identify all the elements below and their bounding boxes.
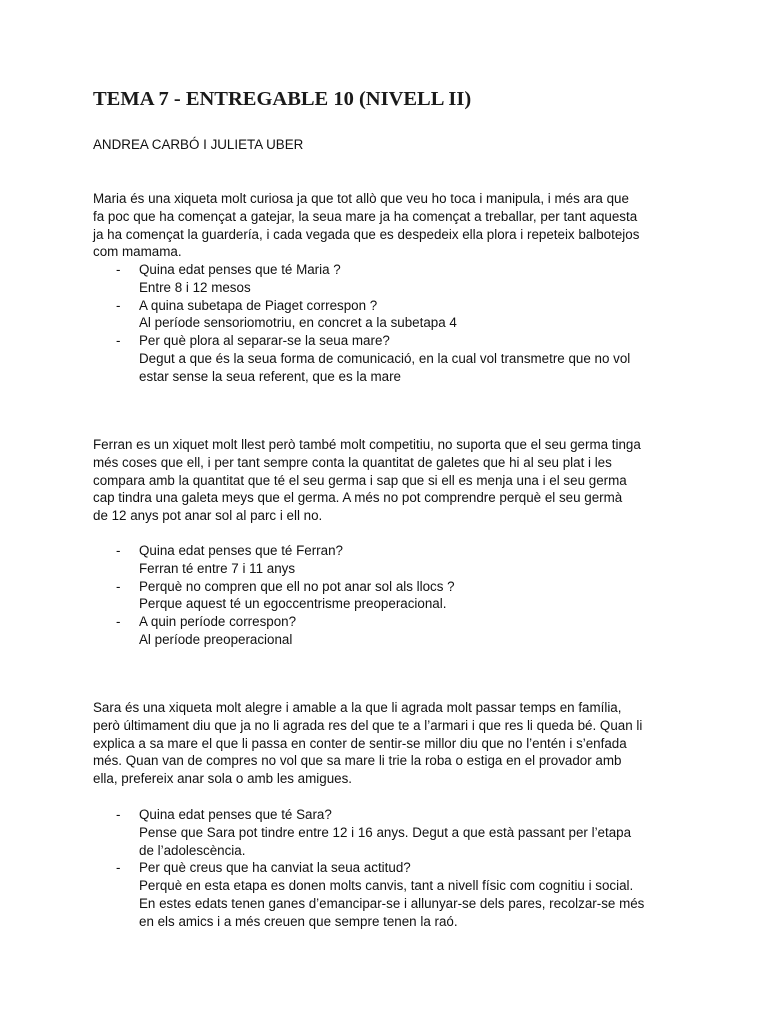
answer-text: Perquè en esta etapa es donen molts canvis, tant a nivell físic com cognitiu i social. (139, 878, 634, 894)
list-bullet: - (116, 578, 121, 594)
question-list-sara (93, 806, 693, 931)
paragraph-line: cap tindra una galeta meys que el germa. A més no pot comprendre perquè el seu germà (93, 490, 623, 506)
question-list-ferran (93, 542, 693, 649)
question-text: Per què plora al separar-se la seua mare? (139, 333, 390, 349)
question-text: Perquè no compren que ell no pot anar sol als llocs ? (139, 578, 455, 594)
answer-text: Perque aquest té un egoccentrisme preoperacional. (139, 596, 447, 612)
question-item (93, 578, 693, 614)
list-bullet: - (116, 297, 121, 313)
question-text: A quin període correspon? (139, 614, 297, 630)
answer-text: Ferran té entre 7 i 11 anys (139, 560, 296, 576)
question-text: Quina edat penses que té Sara? (139, 807, 332, 822)
paragraph-line: però últimament diu que ja no li agrada res del que te a l’armari i que res li queda bé. Quan li (93, 717, 643, 733)
list-bullet: - (116, 262, 121, 277)
paragraph-line: de 12 anys pot anar sol al parc i ell no. (93, 508, 323, 524)
paragraph-line: com mamama. (93, 244, 182, 260)
question-item (93, 806, 693, 859)
paragraph-line: compara amb la quantitat que té el seu germa i sap que si ell es menja una i el seu germa (93, 472, 627, 488)
paragraph-line: fa poc que ha començat a gatejar, la seua mare ja ha començat a treballar, per tant aquesta (93, 208, 638, 224)
question-item (93, 332, 693, 385)
list-bullet: - (116, 614, 121, 630)
question-text: A quina subetapa de Piaget correspon ? (139, 297, 378, 313)
paragraph-line: ella, prefereix anar sola o amb les amigues. (93, 771, 353, 787)
paragraph-line: més coses que ell, i per tant sempre conta la quantitat de galetes que hi al seu plat i les (93, 454, 612, 470)
question-text: Per què creus que ha canviat la seua actitud? (139, 860, 411, 876)
answer-text: de l’adolescència. (139, 842, 246, 858)
document-title: TEMA 7 - ENTREGABLE 10 (NIVELL II) (93, 88, 472, 110)
paragraph-line: explica a sa mare el que li passa en conter de sentir-se millor diu que no l’entén i s’enfada (93, 735, 627, 751)
list-bullet: - (116, 860, 121, 876)
paragraph-line: Ferran es un xiquet molt llest però també molt competitiu, no suporta que el seu germa tinga (93, 437, 641, 452)
case-paragraph-sara (93, 699, 693, 788)
document-authors: ANDREA CARBÓ I JULIETA UBER (93, 137, 304, 152)
case-paragraph-maria (93, 190, 693, 261)
question-text: Quina edat penses que té Ferran? (139, 543, 343, 558)
case-paragraph-ferran (93, 436, 693, 525)
answer-text: estar sense la seua referent, que es la mare (139, 368, 402, 384)
answer-text: en els amics i a més creuen que sempre tenen la raó. (139, 913, 458, 929)
paragraph-line: més. Quan van de compres no vol que sa mare li trie la roba o estiga en el provador amb (93, 753, 622, 769)
question-item (93, 613, 693, 649)
question-item (93, 297, 693, 333)
question-item (93, 542, 693, 578)
question-item (93, 859, 693, 930)
list-bullet: - (116, 543, 121, 558)
paragraph-line: Sara és una xiqueta molt alegre i amable a la que li agrada molt passar temps en família, (93, 700, 622, 715)
answer-text: Entre 8 i 12 mesos (139, 279, 251, 295)
list-bullet: - (116, 333, 121, 349)
answer-text: Al període preoperacional (139, 631, 293, 647)
list-bullet: - (116, 807, 121, 822)
question-item (93, 261, 693, 297)
paragraph-line: Maria és una xiqueta molt curiosa ja que tot allò que veu ho toca i manipula, i més ara que (93, 191, 629, 206)
answer-text: Degut a que és la seua forma de comunicació, en la cual vol transmetre que no vol (139, 350, 631, 366)
paragraph-line: ja ha començat la guardería, i cada vegada que es despedeix ella plora i repeteix balbotejos (93, 226, 640, 242)
answer-text: Al període sensoriomotriu, en concret a la subetapa 4 (139, 315, 457, 331)
question-list-maria (93, 261, 693, 386)
answer-text: Pense que Sara pot tindre entre 12 i 16 anys. Degut a que està passant per l’etapa (139, 824, 632, 840)
answer-text: En estes edats tenen ganes d’emancipar-se i allunyar-se dels pares, recolzar-se més (139, 895, 645, 911)
question-text: Quina edat penses que té Maria ? (139, 262, 341, 277)
